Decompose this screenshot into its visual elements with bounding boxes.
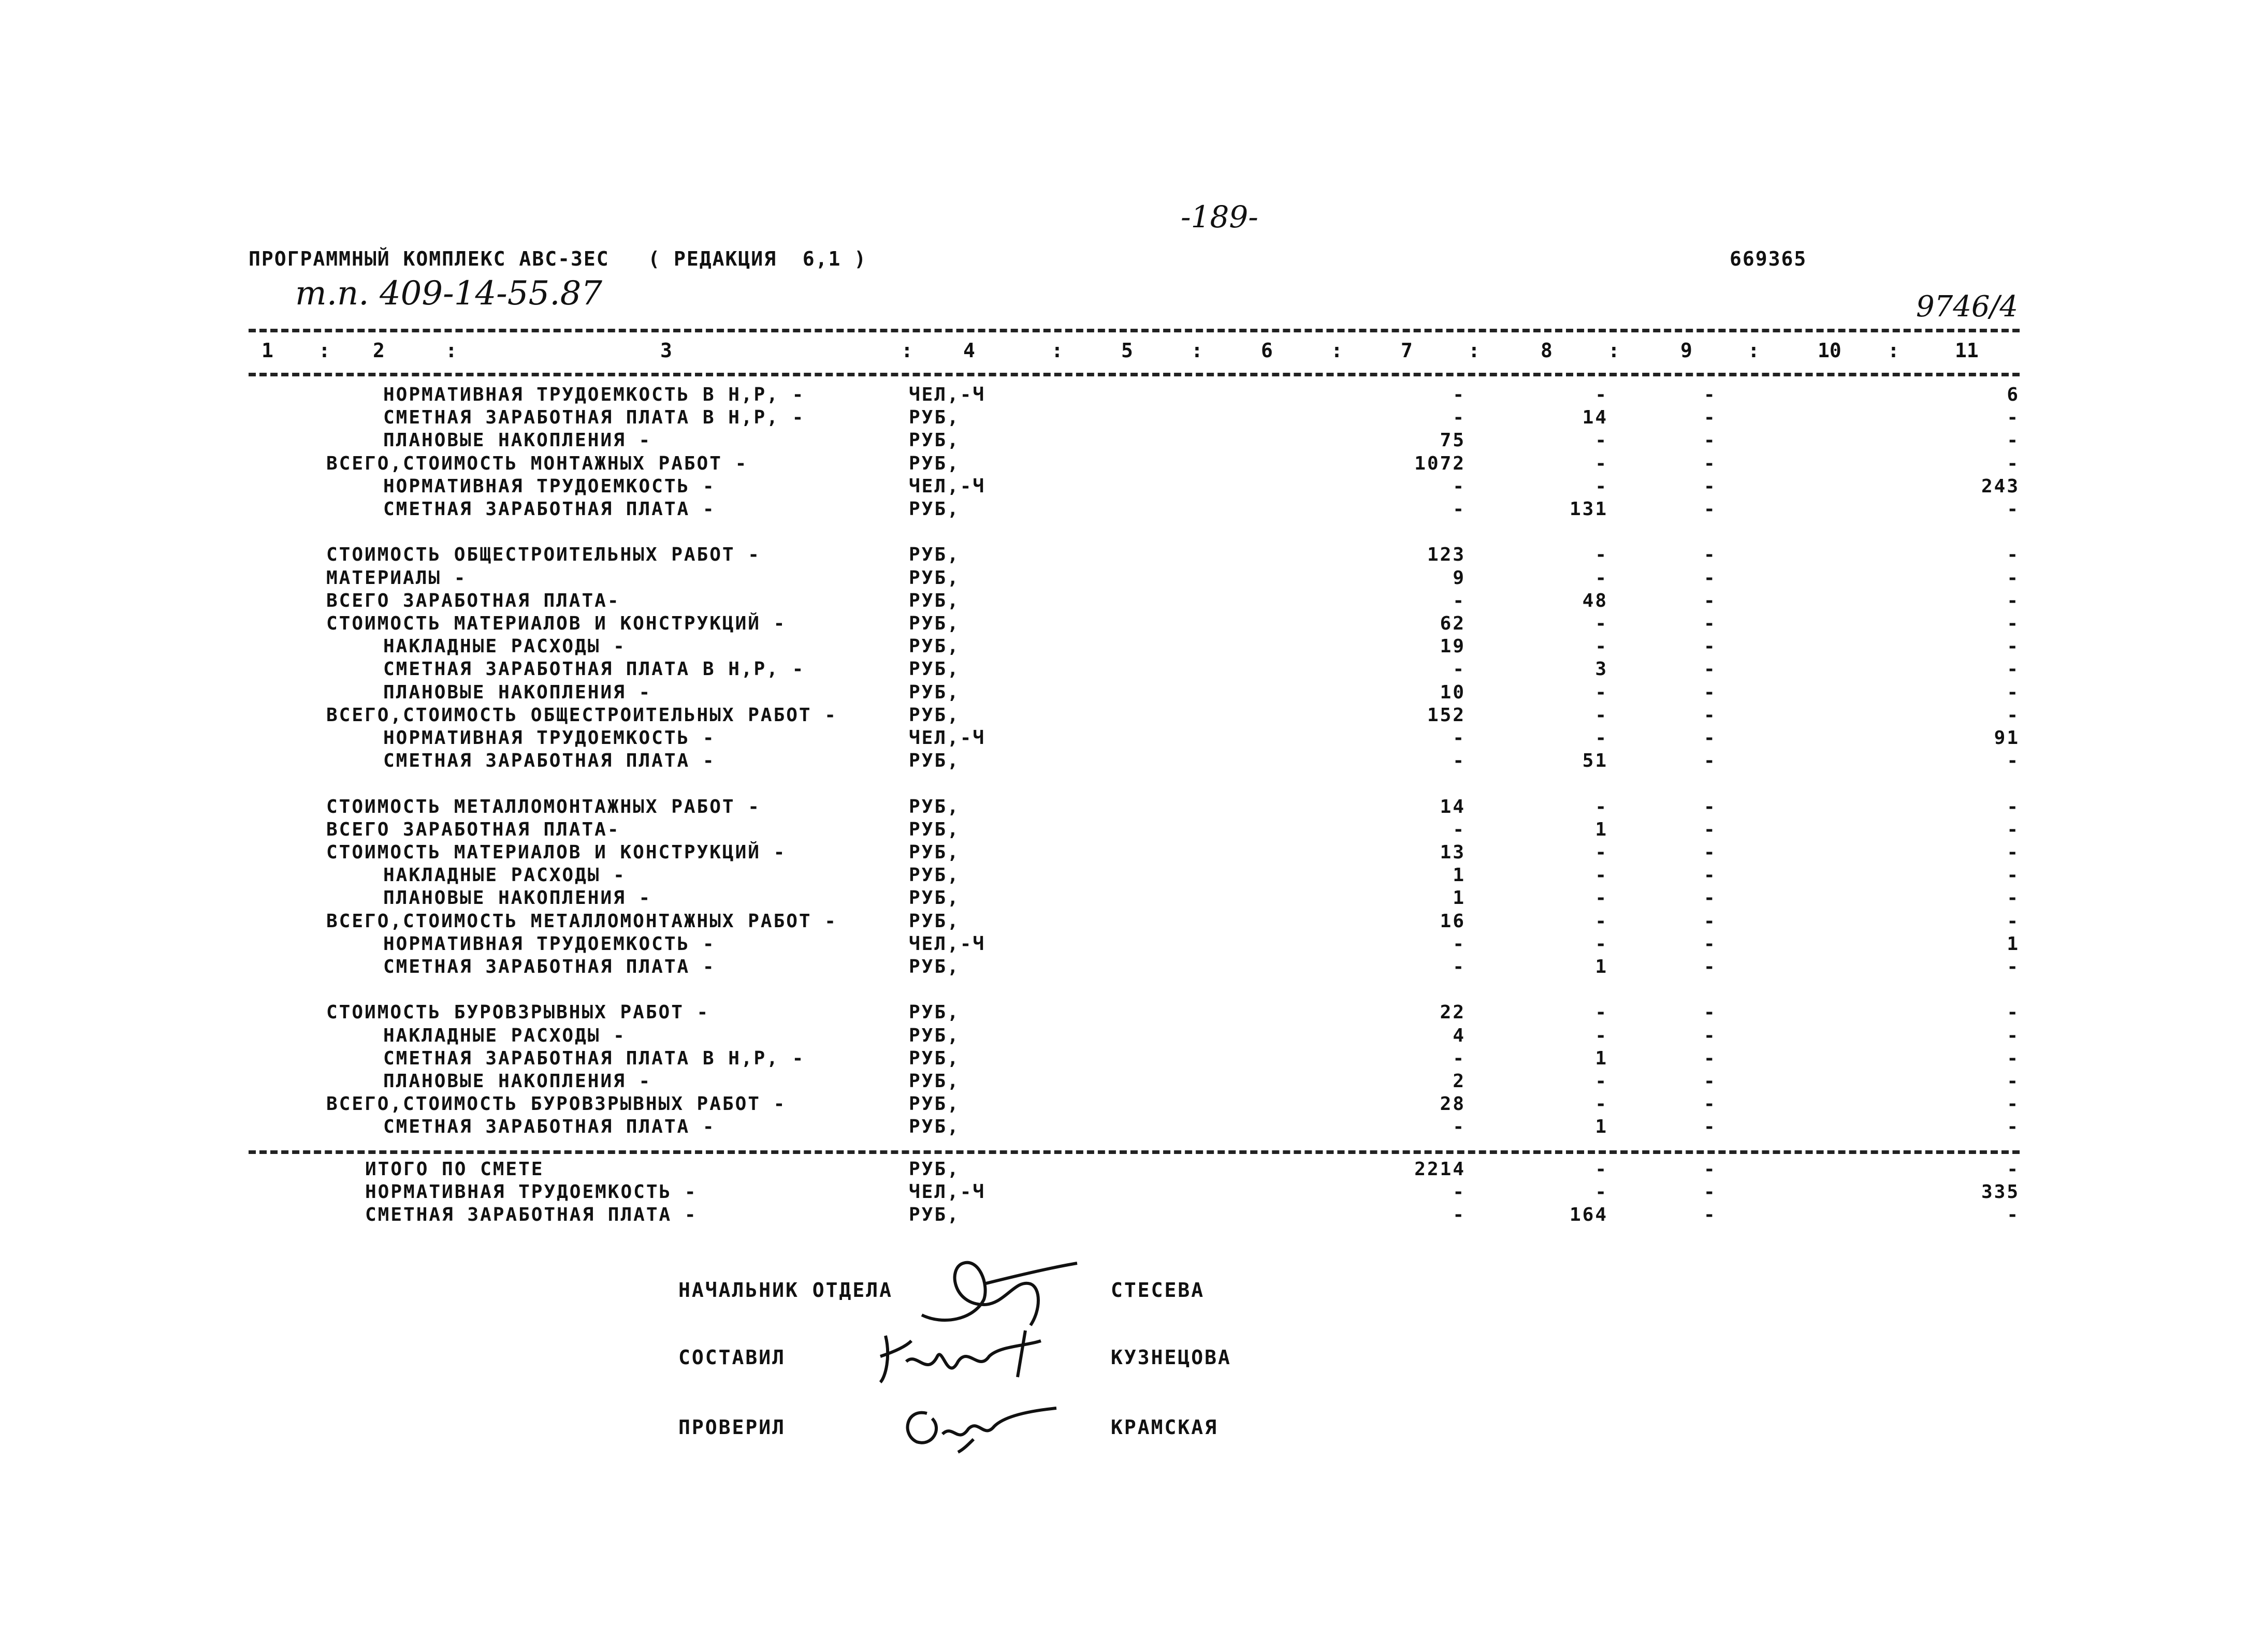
cell-col7: 19 xyxy=(1440,636,1466,657)
row-unit: ЧЕЛ,-Ч xyxy=(909,933,986,955)
cell-col8: - xyxy=(1595,476,1608,497)
totals-label: СМЕТНАЯ ЗАРАБОТНАЯ ПЛАТА - xyxy=(365,1204,698,1225)
document-code: 669365 xyxy=(1730,247,1807,270)
column-header-8: 8 xyxy=(1541,339,1553,362)
cell-col9: - xyxy=(1704,567,1717,589)
row-unit: РУБ, xyxy=(909,407,960,428)
totals-unit: РУБ, xyxy=(909,1159,960,1180)
row-label: НОРМАТИВНАЯ ТРУДОЕМКОСТЬ - xyxy=(383,933,716,955)
column-header-3: 3 xyxy=(660,339,672,362)
row-unit: РУБ, xyxy=(909,705,960,726)
cell-col11: - xyxy=(2007,750,2020,771)
row-label: НОРМАТИВНАЯ ТРУДОЕМКОСТЬ - xyxy=(383,476,716,497)
cell-col7: 16 xyxy=(1440,911,1466,932)
cell-col7: 123 xyxy=(1427,544,1466,565)
signature-name-head: СТЕСЕВА xyxy=(1111,1279,1205,1302)
cell-col8: - xyxy=(1595,1002,1608,1023)
cell-col11: - xyxy=(2007,1093,2020,1115)
row-unit: РУБ, xyxy=(909,453,960,474)
cell-col8: 131 xyxy=(1569,499,1608,520)
row-label: ВСЕГО,СТОИМОСТЬ МОНТАЖНЫХ РАБОТ - xyxy=(326,453,748,474)
row-unit: РУБ, xyxy=(909,842,960,863)
cell-col11: - xyxy=(2007,590,2020,611)
cell-col7: 14 xyxy=(1440,796,1466,817)
row-unit: РУБ, xyxy=(909,1116,960,1137)
cell-col9: - xyxy=(1704,453,1717,474)
row-label: НАКЛАДНЫЕ РАСХОДЫ - xyxy=(383,865,626,886)
totals-label: НОРМАТИВНАЯ ТРУДОЕМКОСТЬ - xyxy=(365,1181,698,1203)
page-number: -189- xyxy=(1181,199,1258,235)
column-header-11: 11 xyxy=(1955,339,1979,362)
cell-col9: - xyxy=(1704,796,1717,817)
cell-col7: - xyxy=(1453,1116,1466,1137)
tp-handwritten-number: т.п. 409-14-55.87 xyxy=(295,274,602,313)
totals-unit: ЧЕЛ,-Ч xyxy=(909,1181,986,1203)
cell-col7: 152 xyxy=(1427,705,1466,726)
row-unit: РУБ, xyxy=(909,636,960,657)
totals-col8: - xyxy=(1595,1181,1608,1203)
cell-col8: - xyxy=(1595,933,1608,955)
cell-col11: - xyxy=(2007,430,2020,451)
column-separator: : xyxy=(445,339,457,362)
column-separator: : xyxy=(1608,339,1620,362)
cell-col7: - xyxy=(1453,819,1466,840)
row-unit: РУБ, xyxy=(909,613,960,634)
row-unit: ЧЕЛ,-Ч xyxy=(909,476,986,497)
row-label: ВСЕГО ЗАРАБОТНАЯ ПЛАТА- xyxy=(326,819,620,840)
row-unit: РУБ, xyxy=(909,1025,960,1046)
cell-col11: - xyxy=(2007,1002,2020,1023)
cell-col7: 1 xyxy=(1453,865,1466,886)
row-unit: РУБ, xyxy=(909,1002,960,1023)
cell-col9: - xyxy=(1704,911,1717,932)
column-separator: : xyxy=(1748,339,1760,362)
archive-handwritten-number: 9746/4 xyxy=(1916,290,2019,324)
cell-col7: - xyxy=(1453,956,1466,977)
cell-col8: - xyxy=(1595,384,1608,405)
cell-col8: - xyxy=(1595,842,1608,863)
cell-col8: 3 xyxy=(1595,659,1608,680)
column-header-9: 9 xyxy=(1680,339,1692,362)
cell-col9: - xyxy=(1704,476,1717,497)
row-unit: РУБ, xyxy=(909,590,960,611)
row-unit: РУБ, xyxy=(909,499,960,520)
cell-col7: 75 xyxy=(1440,430,1466,451)
cell-col8: - xyxy=(1595,636,1608,657)
column-header-10: 10 xyxy=(1818,339,1841,362)
cell-col9: - xyxy=(1704,544,1717,565)
cell-col9: - xyxy=(1704,819,1717,840)
cell-col9: - xyxy=(1704,430,1717,451)
row-label: НОРМАТИВНАЯ ТРУДОЕМКОСТЬ В Н,Р, - xyxy=(383,384,805,405)
cell-col8: - xyxy=(1595,453,1608,474)
row-unit: РУБ, xyxy=(909,911,960,932)
row-label: ВСЕГО,СТОИМОСТЬ МЕТАЛЛОМОНТАЖНЫХ РАБОТ - xyxy=(326,911,837,932)
cell-col7: 62 xyxy=(1440,613,1466,634)
cell-col8: - xyxy=(1595,1071,1608,1092)
row-unit: РУБ, xyxy=(909,430,960,451)
totals-col8: - xyxy=(1595,1159,1608,1180)
totals-col7: 2214 xyxy=(1414,1159,1466,1180)
row-label: СМЕТНАЯ ЗАРАБОТНАЯ ПЛАТА В Н,Р, - xyxy=(383,407,805,428)
cell-col7: - xyxy=(1453,750,1466,771)
row-label: СТОИМОСТЬ МАТЕРИАЛОВ И КОНСТРУКЦИЙ - xyxy=(326,613,787,634)
cell-col8: 14 xyxy=(1582,407,1608,428)
cell-col11: 243 xyxy=(1981,476,2020,497)
cell-col11: - xyxy=(2007,956,2020,977)
cell-col11: - xyxy=(2007,1116,2020,1137)
cell-col9: - xyxy=(1704,613,1717,634)
cell-col9: - xyxy=(1704,1071,1717,1092)
cell-col7: 13 xyxy=(1440,842,1466,863)
cell-col9: - xyxy=(1704,842,1717,863)
cell-col11: - xyxy=(2007,659,2020,680)
row-label: НОРМАТИВНАЯ ТРУДОЕМКОСТЬ - xyxy=(383,727,716,749)
cell-col7: - xyxy=(1453,384,1466,405)
cell-col7: - xyxy=(1453,407,1466,428)
cell-col7: 1072 xyxy=(1414,453,1466,474)
program-line: ПРОГРАММНЫЙ КОМПЛЕКС АВС-ЗЕС ( РЕДАКЦИЯ 6,1 ) xyxy=(249,247,867,270)
row-label: СТОИМОСТЬ МЕТАЛЛОМОНТАЖНЫХ РАБОТ - xyxy=(326,796,761,817)
cell-col8: - xyxy=(1595,727,1608,749)
cell-col8: 48 xyxy=(1582,590,1608,611)
row-label: МАТЕРИАЛЫ - xyxy=(326,567,467,589)
row-label: НАКЛАДНЫЕ РАСХОДЫ - xyxy=(383,1025,626,1046)
cell-col9: - xyxy=(1704,727,1717,749)
cell-col9: - xyxy=(1704,865,1717,886)
cell-col9: - xyxy=(1704,933,1717,955)
cell-col8: - xyxy=(1595,911,1608,932)
row-label: СМЕТНАЯ ЗАРАБОТНАЯ ПЛАТА В Н,Р, - xyxy=(383,659,805,680)
cell-col11: - xyxy=(2007,705,2020,726)
cell-col8: - xyxy=(1595,796,1608,817)
cell-col11: - xyxy=(2007,1025,2020,1046)
totals-col11: 335 xyxy=(1981,1181,2020,1203)
row-unit: РУБ, xyxy=(909,819,960,840)
cell-col7: - xyxy=(1453,1048,1466,1069)
column-separator: : xyxy=(1051,339,1063,362)
cell-col8: - xyxy=(1595,544,1608,565)
row-label: ВСЕГО,СТОИМОСТЬ БУРОВЗРЫВНЫХ РАБОТ - xyxy=(326,1093,787,1115)
cell-col9: - xyxy=(1704,407,1717,428)
cell-col7: 1 xyxy=(1453,887,1466,909)
cell-col9: - xyxy=(1704,887,1717,909)
cell-col7: - xyxy=(1453,476,1466,497)
totals-label: ИТОГО ПО СМЕТЕ xyxy=(365,1159,544,1180)
cell-col8: 1 xyxy=(1595,819,1608,840)
cell-col9: - xyxy=(1704,590,1717,611)
signature-name-compiled: КУЗНЕЦОВА xyxy=(1111,1346,1231,1369)
signature-role-head: НАЧАЛЬНИК ОТДЕЛА xyxy=(678,1279,893,1302)
column-header-2: 2 xyxy=(373,339,385,362)
cell-col8: 51 xyxy=(1582,750,1608,771)
cell-col8: - xyxy=(1595,613,1608,634)
cell-col11: - xyxy=(2007,819,2020,840)
cell-col9: - xyxy=(1704,1002,1717,1023)
cell-col11: - xyxy=(2007,453,2020,474)
cell-col11: - xyxy=(2007,796,2020,817)
cell-col11: - xyxy=(2007,682,2020,703)
column-header-1: 1 xyxy=(262,339,273,362)
cell-col11: - xyxy=(2007,1071,2020,1092)
totals-col7: - xyxy=(1453,1181,1466,1203)
cell-col11: - xyxy=(2007,842,2020,863)
cell-col11: - xyxy=(2007,911,2020,932)
column-header-4: 4 xyxy=(963,339,975,362)
cell-col11: - xyxy=(2007,567,2020,589)
cell-col11: 1 xyxy=(2007,933,2020,955)
cell-col7: 2 xyxy=(1453,1071,1466,1092)
cell-col11: 6 xyxy=(2007,384,2020,405)
row-label: СТОИМОСТЬ ОБЩЕСТРОИТЕЛЬНЫХ РАБОТ - xyxy=(326,544,761,565)
row-label: ПЛАНОВЫЕ НАКОПЛЕНИЯ - xyxy=(383,1071,652,1092)
column-separator: : xyxy=(901,339,913,362)
cell-col7: - xyxy=(1453,933,1466,955)
column-separator: : xyxy=(1191,339,1203,362)
cell-col7: 28 xyxy=(1440,1093,1466,1115)
cell-col9: - xyxy=(1704,956,1717,977)
column-header-6: 6 xyxy=(1261,339,1273,362)
row-label: СМЕТНАЯ ЗАРАБОТНАЯ ПЛАТА В Н,Р, - xyxy=(383,1048,805,1069)
row-unit: РУБ, xyxy=(909,1093,960,1115)
totals-col7: - xyxy=(1453,1204,1466,1225)
row-label: СТОИМОСТЬ БУРОВЗРЫВНЫХ РАБОТ - xyxy=(326,1002,710,1023)
row-label: СМЕТНАЯ ЗАРАБОТНАЯ ПЛАТА - xyxy=(383,499,716,520)
handwritten-signature-compiled xyxy=(870,1325,1046,1393)
row-unit: РУБ, xyxy=(909,682,960,703)
cell-col7: 22 xyxy=(1440,1002,1466,1023)
row-label: НАКЛАДНЫЕ РАСХОДЫ - xyxy=(383,636,626,657)
row-label: СМЕТНАЯ ЗАРАБОТНАЯ ПЛАТА - xyxy=(383,956,716,977)
cell-col11: 91 xyxy=(1994,727,2020,749)
row-label: СМЕТНАЯ ЗАРАБОТНАЯ ПЛАТА - xyxy=(383,750,716,771)
cell-col11: - xyxy=(2007,407,2020,428)
row-unit: РУБ, xyxy=(909,887,960,909)
row-label: ПЛАНОВЫЕ НАКОПЛЕНИЯ - xyxy=(383,682,652,703)
totals-col11: - xyxy=(2007,1204,2020,1225)
cell-col9: - xyxy=(1704,1093,1717,1115)
cell-col11: - xyxy=(2007,499,2020,520)
row-label: ВСЕГО,СТОИМОСТЬ ОБЩЕСТРОИТЕЛЬНЫХ РАБОТ - xyxy=(326,705,837,726)
row-unit: РУБ, xyxy=(909,1048,960,1069)
cell-col7: 9 xyxy=(1453,567,1466,589)
row-unit: РУБ, xyxy=(909,796,960,817)
totals-unit: РУБ, xyxy=(909,1204,960,1225)
handwritten-signature-head xyxy=(911,1248,1087,1336)
column-separator: : xyxy=(1331,339,1343,362)
cell-col11: - xyxy=(2007,1048,2020,1069)
cell-col8: - xyxy=(1595,887,1608,909)
cell-col9: - xyxy=(1704,1048,1717,1069)
totals-col11: - xyxy=(2007,1159,2020,1180)
row-unit: РУБ, xyxy=(909,956,960,977)
column-separator: : xyxy=(1888,339,1899,362)
cell-col7: 10 xyxy=(1440,682,1466,703)
cell-col8: - xyxy=(1595,430,1608,451)
cell-col8: 1 xyxy=(1595,956,1608,977)
cell-col11: - xyxy=(2007,636,2020,657)
cell-col9: - xyxy=(1704,1116,1717,1137)
cell-col9: - xyxy=(1704,499,1717,520)
cell-col7: 4 xyxy=(1453,1025,1466,1046)
totals-col8: 164 xyxy=(1569,1204,1608,1225)
row-unit: РУБ, xyxy=(909,865,960,886)
column-header-5: 5 xyxy=(1121,339,1133,362)
row-label: ПЛАНОВЫЕ НАКОПЛЕНИЯ - xyxy=(383,430,652,451)
cell-col8: - xyxy=(1595,1025,1608,1046)
row-unit: РУБ, xyxy=(909,1071,960,1092)
cell-col9: - xyxy=(1704,1025,1717,1046)
row-unit: РУБ, xyxy=(909,544,960,565)
cell-col9: - xyxy=(1704,705,1717,726)
cell-col11: - xyxy=(2007,865,2020,886)
signature-name-checked: КРАМСКАЯ xyxy=(1111,1416,1218,1439)
cell-col9: - xyxy=(1704,750,1717,771)
row-label: СМЕТНАЯ ЗАРАБОТНАЯ ПЛАТА - xyxy=(383,1116,716,1137)
cell-col7: - xyxy=(1453,727,1466,749)
cell-col8: - xyxy=(1595,865,1608,886)
cell-col8: - xyxy=(1595,1093,1608,1115)
row-label: ВСЕГО ЗАРАБОТНАЯ ПЛАТА- xyxy=(326,590,620,611)
row-label: СТОИМОСТЬ МАТЕРИАЛОВ И КОНСТРУКЦИЙ - xyxy=(326,842,787,863)
handwritten-signature-checked xyxy=(896,1398,1062,1455)
cell-col8: - xyxy=(1595,705,1608,726)
cell-col11: - xyxy=(2007,613,2020,634)
row-unit: ЧЕЛ,-Ч xyxy=(909,384,986,405)
totals-col9: - xyxy=(1704,1159,1717,1180)
row-unit: ЧЕЛ,-Ч xyxy=(909,727,986,749)
cell-col7: - xyxy=(1453,499,1466,520)
cell-col9: - xyxy=(1704,682,1717,703)
cell-col8: - xyxy=(1595,567,1608,589)
totals-col9: - xyxy=(1704,1204,1717,1225)
totals-col9: - xyxy=(1704,1181,1717,1203)
row-unit: РУБ, xyxy=(909,659,960,680)
cell-col11: - xyxy=(2007,544,2020,565)
column-header-7: 7 xyxy=(1401,339,1413,362)
cell-col9: - xyxy=(1704,636,1717,657)
column-separator: : xyxy=(318,339,330,362)
signature-role-compiled: СОСТАВИЛ xyxy=(678,1346,786,1369)
column-separator: : xyxy=(1468,339,1480,362)
row-label: ПЛАНОВЫЕ НАКОПЛЕНИЯ - xyxy=(383,887,652,909)
cell-col9: - xyxy=(1704,384,1717,405)
cell-col9: - xyxy=(1704,659,1717,680)
signature-role-checked: ПРОВЕРИЛ xyxy=(678,1416,786,1439)
cell-col11: - xyxy=(2007,887,2020,909)
cell-col8: 1 xyxy=(1595,1116,1608,1137)
row-unit: РУБ, xyxy=(909,567,960,589)
cell-col8: - xyxy=(1595,682,1608,703)
cell-col7: - xyxy=(1453,590,1466,611)
cell-col8: 1 xyxy=(1595,1048,1608,1069)
cell-col7: - xyxy=(1453,659,1466,680)
row-unit: РУБ, xyxy=(909,750,960,771)
